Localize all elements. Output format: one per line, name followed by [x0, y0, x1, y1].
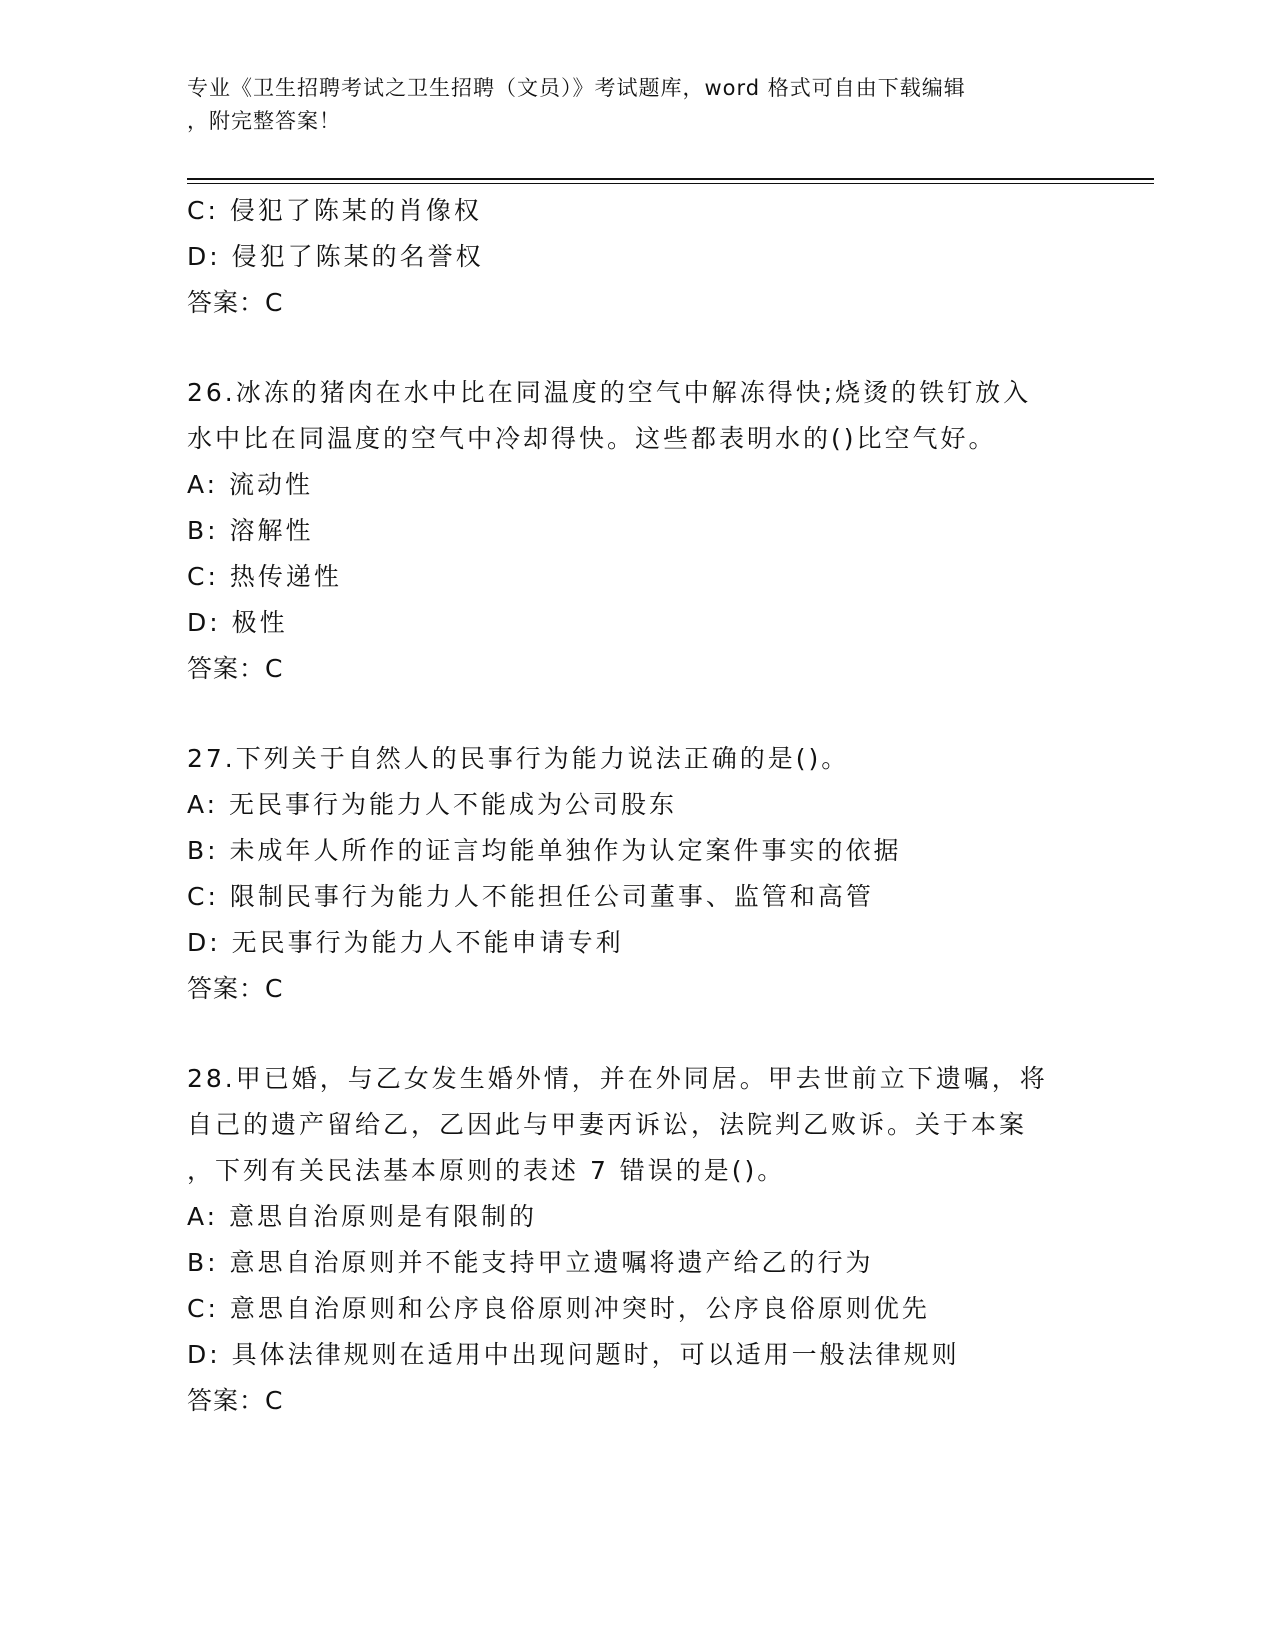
- option-d: D: 极性: [187, 608, 288, 637]
- question-26: [187, 370, 1087, 692]
- question-list: [187, 188, 1087, 1424]
- question-28: [187, 1056, 1087, 1424]
- question-stem-line: 26.冰冻的猪肉在水中比在同温度的空气中解冻得快;烧烫的铁钉放入: [187, 378, 1032, 407]
- option-c: C: 意思自治原则和公序良俗原则冲突时，公序良俗原则优先: [187, 1294, 930, 1323]
- option-b: B: 意思自治原则并不能支持甲立遗嘱将遗产给乙的行为: [187, 1248, 874, 1277]
- question-stem-line: ，下列有关民法基本原则的表述 7 错误的是()。: [187, 1156, 786, 1185]
- question-stem-line: 水中比在同温度的空气中冷却得快。这些都表明水的()比空气好。: [187, 424, 997, 453]
- question-27: [187, 736, 1087, 1012]
- option-a: A: 无民事行为能力人不能成为公司股东: [187, 790, 678, 819]
- question-stem-line: 自己的遗产留给乙，乙因此与甲妻丙诉讼，法院判乙败诉。关于本案: [187, 1110, 1028, 1139]
- option-c: C: 热传递性: [187, 562, 342, 591]
- answer-line: 答案：C: [187, 654, 284, 683]
- header-divider-thick: [187, 178, 1154, 180]
- question-stem-line: 28.甲已婚，与乙女发生婚外情，并在外同居。甲去世前立下遗嘱，将: [187, 1064, 1048, 1093]
- answer-line: 答案：C: [187, 288, 284, 317]
- option-a: A: 意思自治原则是有限制的: [187, 1202, 538, 1231]
- answer-line: 答案：C: [187, 974, 284, 1003]
- answer-line: 答案：C: [187, 1386, 284, 1415]
- header-line-1: 专业《卫生招聘考试之卫生招聘（文员）》考试题库，word 格式可自由下载编辑: [187, 76, 966, 100]
- option-d: D: 无民事行为能力人不能申请专利: [187, 928, 624, 957]
- option-b: B: 未成年人所作的证言均能单独作为认定案件事实的依据: [187, 836, 902, 865]
- previous-question-tail: [187, 188, 1087, 326]
- option-d: D: 具体法律规则在适用中出现问题时，可以适用一般法律规则: [187, 1340, 960, 1369]
- document-header: [187, 72, 1087, 138]
- option-c: C: 侵犯了陈某的肖像权: [187, 196, 482, 225]
- option-b: B: 溶解性: [187, 516, 314, 545]
- header-divider-thin: [187, 183, 1154, 184]
- option-a: A: 流动性: [187, 470, 314, 499]
- option-c: C: 限制民事行为能力人不能担任公司董事、监管和高管: [187, 882, 874, 911]
- header-line-2: ，附完整答案！: [187, 109, 341, 133]
- question-stem-line: 27.下列关于自然人的民事行为能力说法正确的是()。: [187, 744, 850, 773]
- option-d: D: 侵犯了陈某的名誉权: [187, 242, 484, 271]
